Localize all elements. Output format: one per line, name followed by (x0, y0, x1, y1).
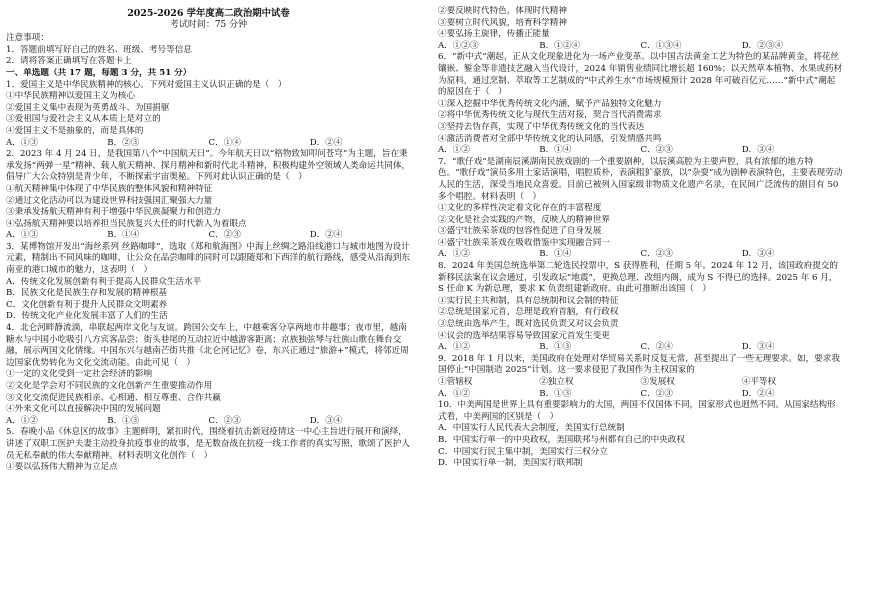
option: ②独立权 (539, 377, 574, 387)
question-stem: 7．“歌仔戏”是湖南辰溪湖南民族戏剧的一个重要剧种，以辰溪高腔为主要声腔，具有浓郁的地方特色。“歌仔戏”演员多用土家话演唱，唱腔质朴，表演粗犷豪放，以“杂耍”成为剧种表演特色，主要表现劳动人民的生活，深受当地民众喜爱。目前已被列入国家级非物质文化遗产名录，在民间广泛流传的剧目有 50 多个唱腔。材料表明（ ） (438, 156, 843, 202)
choice-d[interactable]: D．③④ (741, 342, 775, 353)
choice-a[interactable]: A．中国实行人民代表大会制度，美国实行总统制 (438, 423, 625, 434)
option: ①实行民主共和制，具有总统制和议会制的特征 (438, 295, 619, 306)
choice-a[interactable]: A．①② (438, 388, 470, 399)
question-stem: 10．中美两国是世界上具有重要影响力的大国，两国不仅国体不同，国家形式也迥然不同。从国家结构形式看，中美两国的区别是（ ） (438, 400, 836, 422)
option: ④外来文化可以直接解决中国的发展问题 (6, 404, 161, 415)
question-6 (438, 52, 843, 156)
answer-choices (438, 342, 843, 354)
option: ④议会的选举结果容易导致国家元首发生变更 (438, 330, 610, 341)
choice-c[interactable]: C．②③ (208, 415, 241, 426)
option: ③发展权 (640, 377, 675, 387)
option: ②文化是社会实践的产物，反映人的精神世界 (438, 214, 610, 225)
answer-choices (438, 145, 843, 157)
question-stem: 3．某博物馆开发出“海丝系列 丝路咖啡”，选取《郑和航海图》中海上丝绸之路沿线港口与城市地图为设计元素，精制出不同风味的咖啡，让公众在品尝咖啡的同时可以跟随郑和下西洋的航行路线，感受从沿海到东南亚的港口城市的魅力，这表明（ ） (6, 241, 410, 276)
question-stem: 1．爱国主义是中华民族精神的核心。下列对爱国主义认识正确的是（ ） (6, 79, 287, 90)
choice-b[interactable]: B．①④ (107, 230, 140, 241)
option: ③爱祖国与爱社会主义从本质上是对立的 (6, 114, 161, 125)
choice-a[interactable]: A．①③ (6, 137, 38, 148)
option: ④激活消费者对全部中华传统文化的认同感，引发情感共鸣 (438, 133, 662, 144)
choice-d[interactable]: D．中国实行单一制，美国实行联邦制 (438, 458, 583, 469)
question-stem: 5．春晚小品《休息区的故事》主题鲜明，紧扣时代，围绕着抗击新冠疫情这一中心主旨进行展开和演绎，讲述了双职工医护夫妻主动投身抗疫事业的故事，是无数奋战在抗疫一线工作者的真实写照，歌颂了医护人员无私奉献的伟大奉献精神。材料表明文化创作（ ） (6, 427, 410, 461)
question-4 (6, 323, 411, 427)
choice-b[interactable]: B．①③ (539, 342, 572, 353)
statement-options (438, 377, 843, 389)
option: ②爱国主义集中表现为英勇战斗、为国捐躯 (6, 102, 170, 113)
choice-d[interactable]: D．③④ (741, 249, 775, 260)
choice-b[interactable]: B．①②④ (539, 40, 580, 51)
choice-d[interactable]: D．③④ (309, 415, 343, 426)
choice-c[interactable]: C．②③ (640, 249, 673, 260)
question-5 (6, 427, 411, 473)
left-column (6, 6, 411, 474)
choice-c[interactable]: C．②③ (640, 388, 673, 399)
choice-d[interactable]: D．传统文化产业化发展丰富了人们的生活 (6, 311, 168, 322)
choice-c[interactable]: C．文化创新有利于提升人民群众文明素养 (6, 299, 168, 310)
question-5-continued (438, 6, 843, 52)
choice-d[interactable]: D．②④ (309, 230, 343, 241)
option: ③秉承发扬航天精神有利于增强中华民族凝聚力和创造力 (6, 207, 221, 218)
option: ④爱国主义不是抽象的，而是具体的 (6, 125, 144, 136)
choice-b[interactable]: B．中国实行单一的中央政权，美国联邦与州都有自己的中央政权 (438, 434, 685, 445)
question-9 (438, 354, 843, 400)
question-8 (438, 261, 843, 354)
choice-a[interactable]: A．①③ (6, 230, 38, 241)
choice-d[interactable]: D．③④ (741, 145, 775, 156)
option: ④弘扬航天精神要以培养担当民族复兴大任的时代新人为着眼点 (6, 218, 247, 229)
option: ④盛宁壮族采茶戏在吸收借鉴中实现融合同一 (438, 237, 610, 248)
notes-heading: 注意事项： (6, 33, 49, 44)
choice-d[interactable]: D．②④ (309, 137, 343, 148)
answer-choices (6, 230, 411, 242)
option: ④要弘扬主旋律，传播正能量 (438, 29, 550, 40)
option: ③总统由选举产生，既对选民负责又对议会负责 (438, 319, 619, 330)
choice-c[interactable]: C．②③ (640, 145, 673, 156)
question-3 (6, 242, 411, 323)
choice-a[interactable]: A．①② (438, 249, 470, 260)
choice-b[interactable]: B．①③ (539, 388, 572, 399)
note-item: 2．请将答案正确填写在答题卡上 (6, 56, 132, 67)
answer-choices (438, 249, 843, 261)
exam-time: 考试时间：75 分钟 (169, 19, 248, 30)
question-stem: 6．“新中式”潮起，正从文化现象进化为一场产业变革。以中国古法黄金工艺为特色的某品牌黄金，将花丝镶嵌、錾金等非遗技艺融入当代设计，2024 年销售业绩同比增长超 160%；以天然草本植物、水果或药材为原料，通过烹制、萃取等工艺制成的“中式养生水”市场规模预计 2028 年可破百亿元……“新中式”潮起的原因在于（ ） (438, 52, 843, 98)
option: ②要反映时代特色，体现时代精神 (438, 6, 567, 16)
section-heading: 一、单选题（共 17 题，每题 3 分，共 51 分） (6, 67, 192, 78)
answer-choices (438, 41, 843, 53)
answer-choices (438, 389, 843, 401)
choice-c[interactable]: C．中国实行民主集中制，美国实行三权分立 (438, 446, 608, 457)
choice-b[interactable]: B．②③ (107, 137, 140, 148)
choice-a[interactable]: A．①② (438, 342, 470, 353)
choice-b[interactable]: B．①④ (539, 145, 572, 156)
answer-choices (6, 138, 411, 150)
option: ②将中华优秀传统文化与现代生活对接，契合当代消费需求 (438, 110, 662, 121)
question-1 (6, 80, 411, 150)
choice-a[interactable]: A．①②③ (438, 40, 479, 51)
question-stem: 9．2018 年 1 月以来，美国政府在处理对华贸易关系时反复无常，甚至提出了一些无理要求。如，要求我国停止“中国制造 2025”计划。这一要求侵犯了我国作为主权国家的 (438, 353, 840, 376)
option: ②通过文化活动可以为建设世界科技强国汇聚强大力量 (6, 195, 213, 206)
choice-d[interactable]: D．②③④ (741, 40, 784, 51)
question-10 (438, 400, 843, 470)
option: ①文化的多样性决定着文化存在的丰富程度 (438, 203, 602, 214)
choice-b[interactable]: B．民族文化是民族生存和发展的精神根基 (6, 288, 168, 299)
exam-title: 2025-2026 学年度高二政治期中试卷 (127, 8, 290, 19)
choice-d[interactable]: D．②④ (741, 388, 775, 399)
option: ③文化交流促进民族相亲、心相通、相互尊重、合作共赢 (6, 392, 221, 403)
choice-c[interactable]: C．②③ (208, 230, 241, 241)
option: ③盛宁壮族采茶戏的包容性促进了自身发展 (438, 226, 602, 237)
question-2 (6, 149, 411, 242)
choice-c[interactable]: C．①④ (208, 137, 241, 148)
option: ②文化是学会对不同民族的文化创新产生重要推动作用 (6, 381, 213, 391)
option: ①航天精神集中体现了中华民族的整体风貌和精神特征 (6, 183, 213, 194)
question-7 (438, 157, 843, 261)
answer-choices (6, 416, 411, 428)
choice-a[interactable]: A．①② (6, 415, 38, 426)
option: ①管辖权 (438, 377, 473, 387)
question-stem: 2．2023 年 4 月 24 日，是我国第八个“中国航天日”。今年航天日以“格物致知叩问苍穹”为主题，旨在秉承发扬“两弹一星”精神、载人航天精神、探月精神和新时代北斗精神，积极构建外空领域人类命运共同体，倡导广大公众特别是青少年，不断探索宇宙奥秘。下列对此认识正确的是（ ） (6, 149, 411, 183)
right-column (438, 6, 843, 470)
note-item: 1．答题前填写好自己的姓名、班级、考号等信息 (6, 44, 192, 55)
question-stem: 8．2024 年美国总统选举第二轮选民投票中，S 获得胜利，任期 5 年。2024 年 12 月，该国政府提交的新移民法案在议会通过，引发政坛“地震”，更换总理、改组内阁，成为 S 不得已的选择。2025 年 6 月，S 任命 K 为新总理，要求 K 负责组建新政府。由此可推断出该国（ ） (438, 261, 838, 295)
option: ①深入挖掘中华优秀传统文化内涵，赋予产品独特文化魅力 (438, 98, 662, 109)
choice-a[interactable]: A．传统文化发展创新有利于提高人民群众生活水平 (6, 276, 202, 287)
option: ③坚持去伪存真，实现了中华优秀传统文化的当代表达 (438, 121, 645, 132)
question-stem: 4．北仑河畔静流淌，串联起两岸文化与友谊。跨国公交车上，中越乘客分享两地市井趣事；夜市里，越南糖水与中国小吃吸引八方宾客品尝；街头巷尾的互动拉近中越游客距离；京族独弦琴与壮族山歌在舞台交融，展示两国文化情缘。中国东兴与越南芒街共推《北仑河记忆》卷，东兴正通过“旅游+”模式，将邻近周边国家优势转化为文化交流动能。由此可见（ ） (6, 323, 409, 368)
option: ①要以弘扬伟大精神为立足点 (6, 462, 118, 473)
option: ①一定的文化受到一定社会经济的影响 (6, 369, 153, 380)
option: ①中华民族精神以爱国主义为核心 (6, 91, 135, 102)
option: ④平等权 (741, 377, 777, 387)
choice-a[interactable]: A．①② (438, 145, 470, 156)
option: ③要树立时代风貌，培育科学精神 (438, 17, 567, 28)
choice-c[interactable]: C．①③④ (640, 40, 682, 51)
choice-b[interactable]: B．①③ (107, 415, 140, 426)
choice-b[interactable]: B．①④ (539, 249, 572, 260)
choice-c[interactable]: C．②④ (640, 342, 673, 353)
option: ②总统是国家元首，总理是政府首脑，有行政权 (438, 307, 619, 318)
